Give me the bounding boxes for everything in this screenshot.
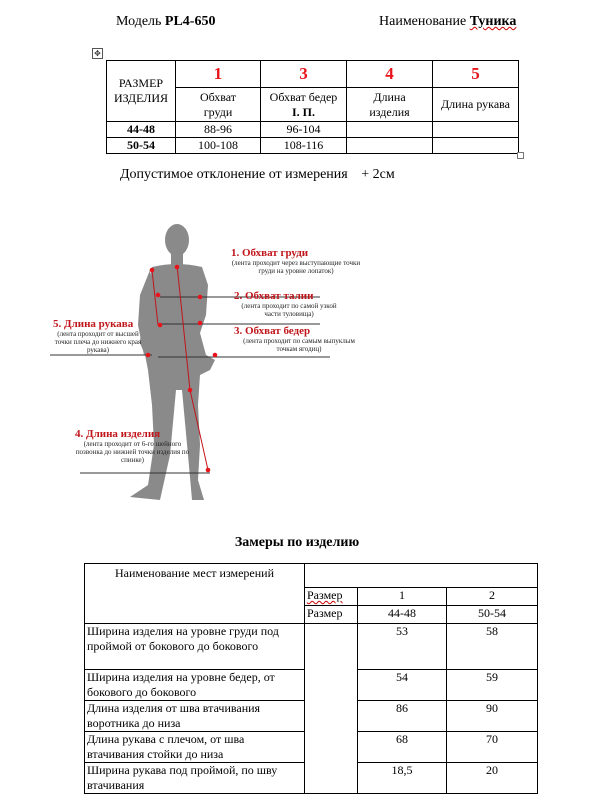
- size-num: 1: [358, 588, 447, 606]
- measure-v1: 54: [358, 670, 447, 701]
- measure-v1: 68: [358, 732, 447, 763]
- col-label-cell: [347, 88, 433, 122]
- measure-v2: 70: [447, 732, 538, 763]
- measure-v1: 18,5: [358, 763, 447, 794]
- annotation-chest: [231, 247, 361, 275]
- annotation-title: 2. Обхват талии: [234, 290, 314, 302]
- row-size: 44-48: [107, 122, 176, 138]
- size-header-cell: [107, 61, 176, 122]
- tolerance-line: [120, 167, 395, 183]
- annotation-note: (лента проходит по самой узкой части туловища): [241, 302, 337, 318]
- annotation-length: [75, 428, 190, 464]
- col-label-2: I. П.: [291, 104, 315, 119]
- size-num: 2: [447, 588, 538, 606]
- annotation-note: (лента проходит от высшей точки плеча до нижнего края рукава): [54, 330, 142, 354]
- model-line: [116, 14, 215, 30]
- col-num: 4: [385, 64, 394, 83]
- col-num: 1: [213, 64, 223, 83]
- row-value: [433, 122, 519, 138]
- tolerance-text: Допустимое отклонение от измерения: [120, 167, 348, 182]
- name-label: Наименование: [379, 14, 467, 29]
- measurements-table: [84, 563, 538, 794]
- col-num-cell: [433, 61, 519, 88]
- measurements-title: Замеры по изделию: [234, 535, 360, 550]
- annotation-title: 3. Обхват бедер: [234, 325, 311, 337]
- col-label-cell: [261, 88, 347, 122]
- size-val: 50-54: [447, 606, 538, 624]
- model-label: Модель: [116, 14, 162, 29]
- name-line: [379, 14, 516, 30]
- annotation-note: (лента проходит через выступающие точки груди на уровне лопаток): [231, 259, 361, 275]
- col-num: 3: [299, 64, 308, 83]
- annotation-waist: [234, 290, 344, 318]
- tolerance-value: + 2см: [361, 167, 395, 182]
- row-value: 108-116: [261, 138, 347, 154]
- measure-v2: 59: [447, 670, 538, 701]
- row-value: [347, 138, 433, 154]
- row-value: [433, 138, 519, 154]
- header-label-cell: [85, 564, 305, 624]
- col-num-cell: [347, 61, 433, 88]
- row-size: 50-54: [107, 138, 176, 154]
- col-label-cell: [433, 88, 519, 122]
- size-header: РАЗМЕР ИЗДЕЛИЯ: [113, 76, 169, 105]
- measure-label: Длина изделия от шва втачивания воротника до низа: [85, 701, 305, 732]
- size-num-label: Размер: [305, 588, 358, 606]
- row-value: 96-104: [261, 122, 347, 138]
- measure-v2: 90: [447, 701, 538, 732]
- annotation-note: (лента проходит по самым выпуклым точкам ягодиц): [243, 337, 355, 353]
- model-value: PL4-650: [164, 14, 216, 29]
- table-resize-handle[interactable]: [517, 152, 524, 159]
- row-value: 88-96: [176, 122, 261, 138]
- measure-v2: 20: [447, 763, 538, 794]
- blank-column: [305, 624, 358, 794]
- table-move-handle-icon[interactable]: ✥: [92, 48, 103, 59]
- size-val-label: Размер: [305, 606, 358, 624]
- measure-v1: 86: [358, 701, 447, 732]
- measure-v1: 53: [358, 624, 447, 670]
- annotation-sleeve: [53, 318, 143, 354]
- annotation-note: (лента проходит от 6-го шейного позвонка до нижней точки изделия по спинке): [75, 440, 190, 464]
- measure-label: Ширина изделия на уровне груди под проймой от бокового до бокового: [85, 624, 305, 670]
- measure-v2: 58: [447, 624, 538, 670]
- col-num-cell: [176, 61, 261, 88]
- col-label: Обхват груди: [199, 89, 237, 119]
- col-label: Обхват бедер: [269, 89, 338, 104]
- header-blank-cell: [305, 564, 538, 588]
- measure-label: Ширина рукава под проймой, по шву втачивания: [85, 763, 305, 794]
- name-value: Туника: [469, 14, 517, 29]
- row-value: 100-108: [176, 138, 261, 154]
- col-num-cell: [261, 61, 347, 88]
- col-label-cell: [176, 88, 261, 122]
- col-num: 5: [471, 64, 480, 83]
- annotation-title: 4. Длина изделия: [75, 428, 161, 440]
- annotation-hips: [234, 325, 364, 353]
- header-label: Наименование мест измерений: [114, 566, 275, 580]
- row-value: [347, 122, 433, 138]
- measure-label: Длина рукава с плечом, от шва втачивания стойки до низа: [85, 732, 305, 763]
- col-label: Длина изделия: [369, 89, 410, 119]
- annotation-title: 5. Длина рукава: [53, 318, 134, 330]
- col-label: Длина рукава: [441, 97, 510, 111]
- annotation-title: 1. Обхват груди: [231, 247, 309, 259]
- measure-label: Ширина изделия на уровне бедер, от бокового до бокового: [85, 670, 305, 701]
- size-table: [106, 60, 519, 154]
- size-val: 44-48: [358, 606, 447, 624]
